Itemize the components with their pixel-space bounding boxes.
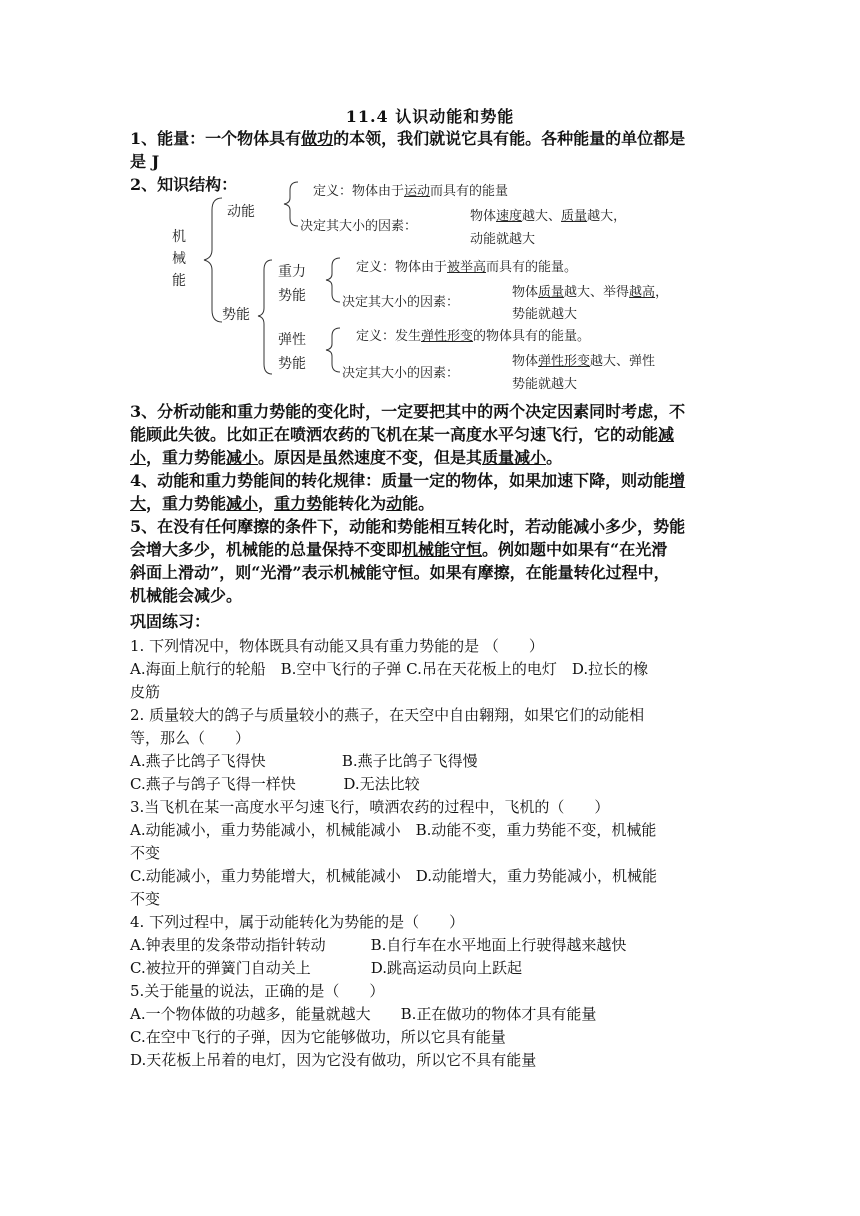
kinetic-def-text-b: 而具有的能量 [430, 184, 509, 199]
para-5-line-1: 5、在没有任何摩擦的条件下，动能和势能相互转化时，若动能减小多少，势能 [130, 517, 686, 536]
kinetic-factor-line-1 [470, 205, 626, 224]
grav-label-2: 势能 [278, 288, 306, 304]
q5-options-ab: A.一个物体做的功越多，能量就越大 B.正在做功的物体才具有能量 [130, 1005, 597, 1023]
q3-options-cd-cont: 不变 [130, 890, 161, 908]
gf-text: 物体 [512, 285, 539, 300]
q5-option-c: C.在空中飞行的子弹，因为它能够做功，所以它具有能量 [130, 1028, 506, 1046]
kinetic-brace [282, 180, 302, 230]
para-4-line-2 [130, 492, 735, 515]
ed-underlined: 弹性形变 [421, 329, 474, 344]
para-3-line-2 [130, 423, 735, 446]
p5-text: 会增大多少，机械能的总量保持不变即 [130, 540, 403, 559]
para-5-line-4: 机械能会减少。 [130, 586, 243, 605]
kinetic-energy-label: 动能 [227, 204, 255, 220]
p4-a: ，重力势能 [146, 494, 227, 513]
p5-underlined: 机械能守恒 [402, 540, 483, 559]
p3-underlined: 减 [658, 425, 675, 444]
p4-underlined: 增 [669, 471, 686, 490]
kf-underlined-2: 质量 [561, 209, 588, 224]
q3-options-cd: C.动能减小，重力势能增大，机械能减小 D.动能增大，重力势能减小，机械能 [130, 867, 657, 885]
q3-stem: 3.当飞机在某一高度水平匀速飞行，喷洒农药的过程中，飞机的（ ） [130, 798, 610, 816]
kinetic-def-text: 定义：物体由于 [313, 184, 405, 199]
root-char-1: 机 [172, 229, 186, 245]
p3-text: 能顾此失彼。比如正在喷洒农药的飞机在某一高度水平匀速飞行，它的动能 [130, 425, 659, 444]
potential-brace [256, 258, 276, 378]
p3-u1: 小 [130, 448, 147, 467]
p4-c: 能转化为 [322, 494, 387, 513]
gravitational-factor-line-1 [512, 281, 668, 300]
para-3-line-1: 3、分析动能和重力势能的变化时，一定要把其中的两个决定因素同时考虑，不 [130, 402, 686, 421]
q2-options-ab: A.燕子比鸽子飞得快 B.燕子比鸽子飞得慢 [130, 752, 478, 770]
q2-stem: 2. 质量较大的鸽子与质量较小的燕子，在天空中自由翱翔，如果它们的动能相 [130, 706, 645, 724]
gravitational-potential-label [278, 260, 306, 308]
q4-options-ab: A.钟表里的发条带动指针转动 B.自行车在水平地面上行驶得越来越快 [130, 936, 627, 954]
elastic-brace [324, 326, 344, 376]
para-2-label: 2、知识结构： [130, 175, 238, 194]
q1-options-cont: 皮筋 [130, 683, 161, 701]
q4-options-cd: C.被拉开的弹簧门自动关上 D.跳高运动员向上跃起 [130, 959, 522, 977]
root-char-2: 械 [172, 251, 186, 267]
gf-underlined-1: 质量 [538, 285, 565, 300]
elastic-label-1: 弹性 [278, 332, 306, 348]
elastic-definition [356, 325, 590, 344]
p4-text: 4、动能和重力势能间的转化规律：质量一定的物体，如果加速下降，则动能 [130, 471, 670, 490]
p3-u3: 质量减小 [482, 448, 547, 467]
ef-text: 物体 [512, 354, 539, 369]
practice-heading: 巩固练习： [130, 612, 211, 631]
para-3-line-3 [130, 446, 735, 469]
elastic-factor-line-2: 势能就越大 [512, 377, 578, 392]
kf-text: 物体 [470, 209, 497, 224]
diagram-root-label [172, 226, 186, 292]
p3-b: 。原因是虽然速度不变，但是其 [258, 448, 483, 467]
gravitational-factor-label: 决定其大小的因素： [342, 295, 460, 310]
q3-options-ab: A.动能减小，重力势能减小，机械能减小 B.动能不变，重力势能不变，机械能 [130, 821, 657, 839]
p4-u3: 重力势 [274, 494, 323, 513]
p3-a: ，重力势能 [146, 448, 227, 467]
kinetic-definition [313, 180, 508, 199]
elastic-factor-line-1 [512, 350, 655, 369]
para-5-line-3: 斜面上滑动”，则“光滑”表示机械能守恒。如果有摩擦，在能量转化过程中， [130, 563, 670, 582]
para-1-text: 1、能量：一个物体具有 [130, 129, 302, 148]
para-4-line-1 [130, 469, 735, 492]
p4-u1: 大 [130, 494, 147, 513]
q1-options: A.海面上航行的轮船 B.空中飞行的子弹 C.吊在天花板上的电灯 D.拉长的橡 [130, 660, 649, 678]
q4-stem: 4. 下列过程中，属于动能转化为势能的是（ ） [130, 913, 465, 931]
gf-underlined-2: 越高 [629, 285, 656, 300]
p4-u4: 动 [386, 494, 403, 513]
gravitational-definition [356, 256, 577, 275]
gd-text-b: 而具有的能量。 [486, 260, 578, 275]
para-1-line-1 [130, 127, 735, 150]
q2-options-cd: C.燕子与鸽子飞得一样快 D.无法比较 [130, 775, 420, 793]
kinetic-def-underlined: 运动 [404, 184, 431, 199]
gd-underlined: 被举高 [447, 260, 487, 275]
elastic-label-2: 势能 [278, 356, 306, 372]
p5-text-b: 。例如题中如果有“在光滑 [482, 540, 668, 559]
p4-u2: 减小 [226, 494, 259, 513]
para-1-text-b: 的本领，我们就说它具有能。各种能量的单位都是 [333, 129, 686, 148]
p4-b: ， [258, 494, 275, 513]
ef-text-b: 越大、弹性 [590, 354, 656, 369]
para-1-underlined: 做功 [301, 129, 334, 148]
p3-u2: 减小 [226, 448, 259, 467]
page-title: 11.4 认识动能和势能 [345, 107, 515, 126]
potential-energy-label: 势能 [222, 307, 250, 323]
q5-stem: 5.关于能量的说法，正确的是（ ） [130, 982, 385, 1000]
root-char-3: 能 [172, 273, 186, 289]
kf-text-b: 越大、 [522, 209, 562, 224]
gravitational-brace [324, 256, 344, 306]
elastic-factor-label: 决定其大小的因素： [342, 366, 460, 381]
gravitational-factor-line-2: 势能就越大 [512, 307, 578, 322]
elastic-potential-label [278, 328, 306, 376]
gd-text: 定义：物体由于 [356, 260, 448, 275]
q2-stem-cont: 等，那么（ ） [130, 729, 251, 747]
para-1-line-2: 是 J [130, 152, 160, 171]
q1-stem: 1. 下列情况中，物体既具有动能又具有重力势能的是 （ ） [130, 637, 544, 655]
ed-text: 定义：发生 [356, 329, 422, 344]
kinetic-factor-label: 决定其大小的因素： [300, 219, 418, 234]
grav-label-1: 重力 [278, 264, 306, 280]
ef-underlined: 弹性形变 [538, 354, 591, 369]
ed-text-b: 的物体具有的能量。 [473, 329, 591, 344]
q5-option-d: D.天花板上吊着的电灯，因为它没有做功，所以它不具有能量 [130, 1051, 537, 1069]
gf-text-b: 越大、举得 [564, 285, 630, 300]
p3-c: 。 [546, 448, 563, 467]
q3-options-ab-cont: 不变 [130, 844, 161, 862]
p4-d: 能。 [402, 494, 435, 513]
kf-underlined-1: 速度 [496, 209, 523, 224]
kf-text-c: 越大， [587, 209, 627, 224]
kinetic-factor-line-2: 动能就越大 [470, 232, 536, 247]
gf-text-c: ， [655, 285, 669, 300]
para-5-line-2 [130, 538, 735, 561]
